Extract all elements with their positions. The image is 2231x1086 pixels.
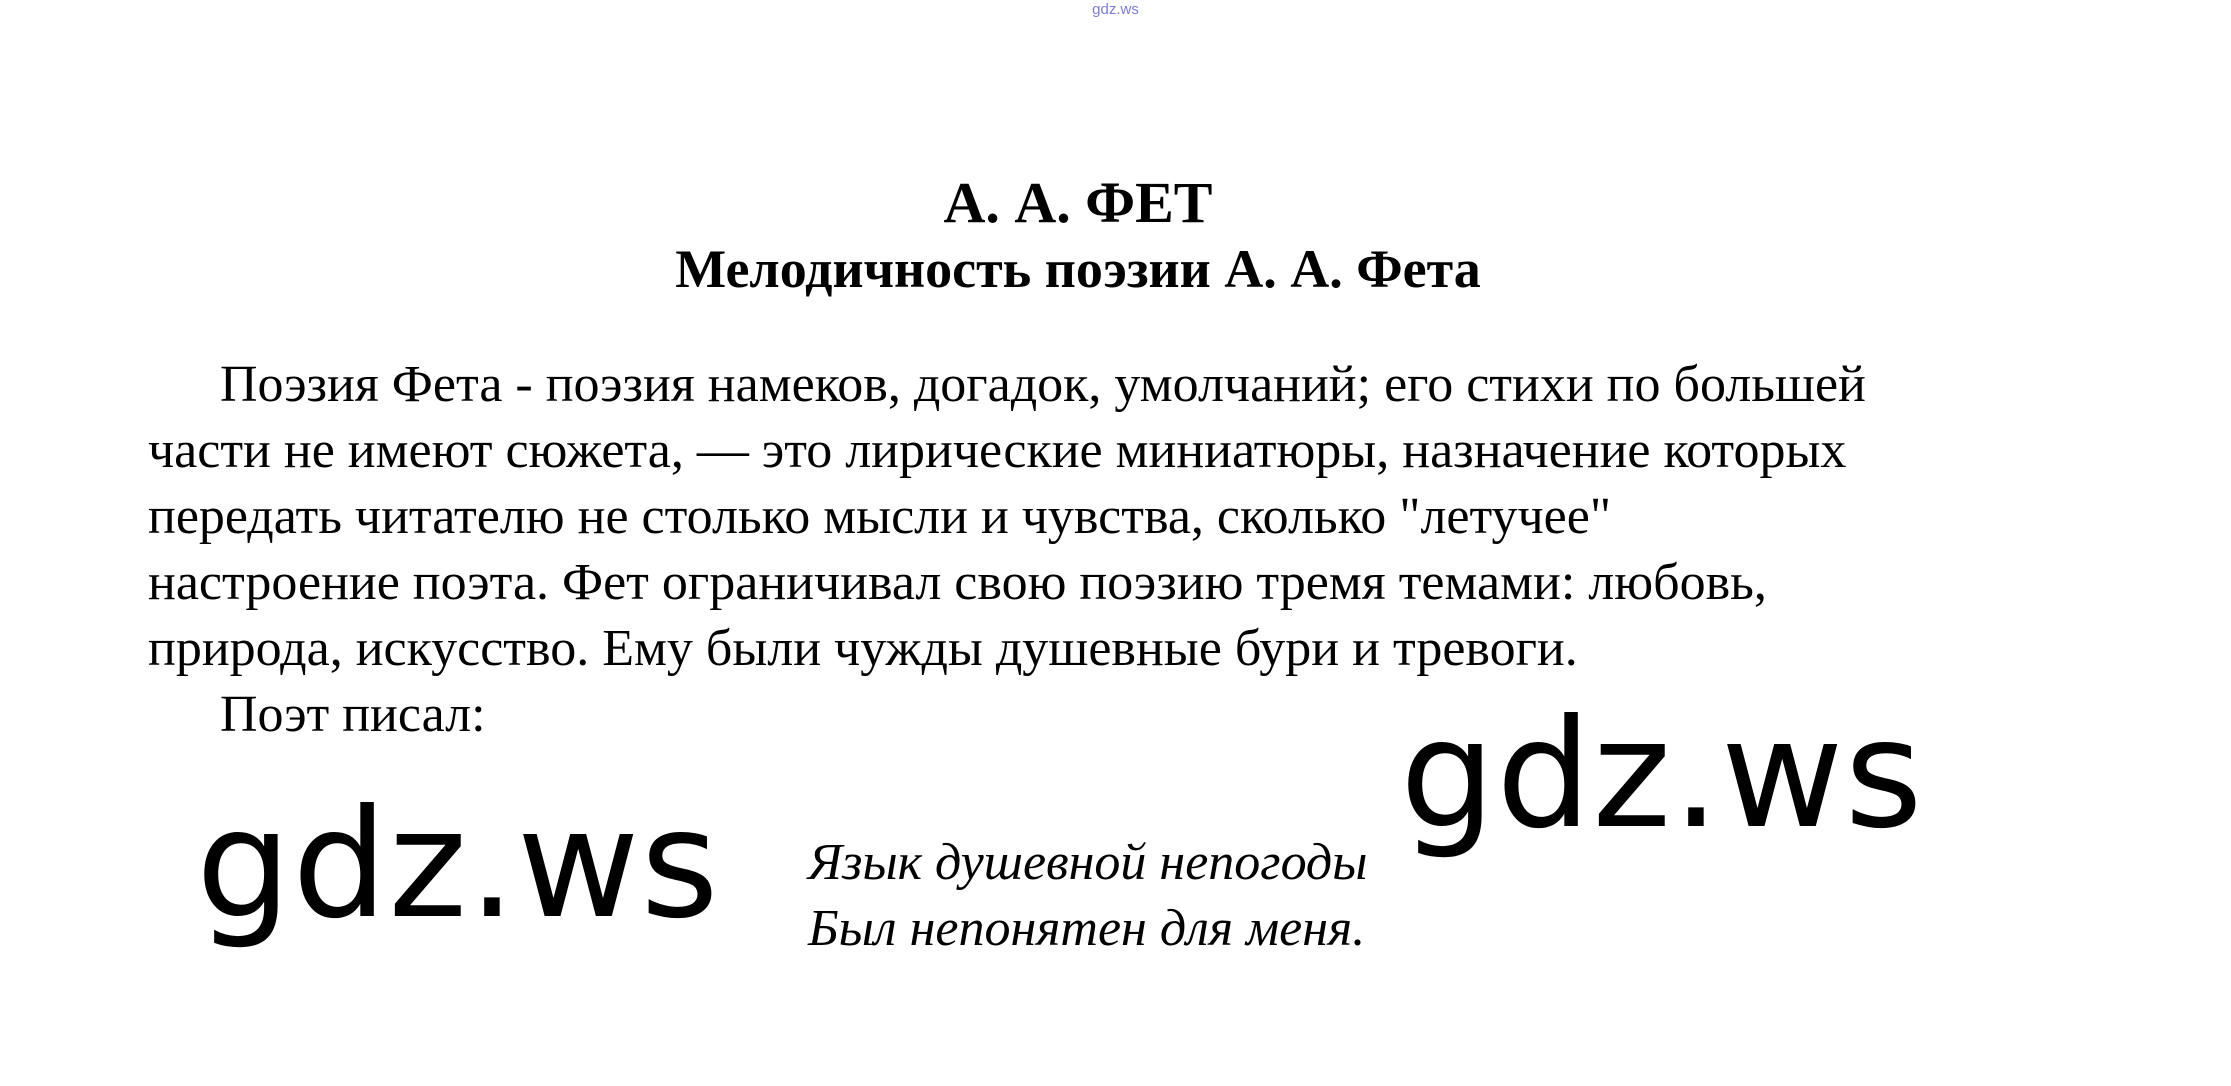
body-line: Поэзия Фета - поэзия намеков, догадок, умолчаний; его стихи по большей bbox=[220, 356, 1866, 413]
poet-wrote-line: Поэт писал: bbox=[220, 686, 486, 743]
verse-quote bbox=[808, 830, 1367, 962]
body-line: природа, искусство. Ему были чужды душевные бури и тревоги. bbox=[148, 620, 1578, 677]
essay-title: Мелодичность поэзии А. А. Фета bbox=[675, 239, 1481, 299]
body-line: настроение поэта. Фет ограничивал свою поэзию тремя темами: любовь, bbox=[148, 554, 1767, 611]
verse-line: Был непонятен для меня. bbox=[808, 900, 1366, 957]
author-heading: А. А. ФЕТ bbox=[943, 170, 1213, 235]
watermark-right: gdz.ws bbox=[1400, 688, 1924, 862]
body-line: передать читателю не столько мысли и чувства, сколько "летучее" bbox=[148, 488, 1612, 545]
verse-line: Язык душевной непогоды bbox=[808, 834, 1368, 891]
watermark-left: gdz.ws bbox=[196, 778, 720, 952]
top-watermark-link: gdz.ws bbox=[1092, 1, 1139, 18]
document-page bbox=[148, 170, 2108, 748]
body-line: части не имеют сюжета, — это лирические миниатюры, назначение которых bbox=[148, 422, 1847, 479]
